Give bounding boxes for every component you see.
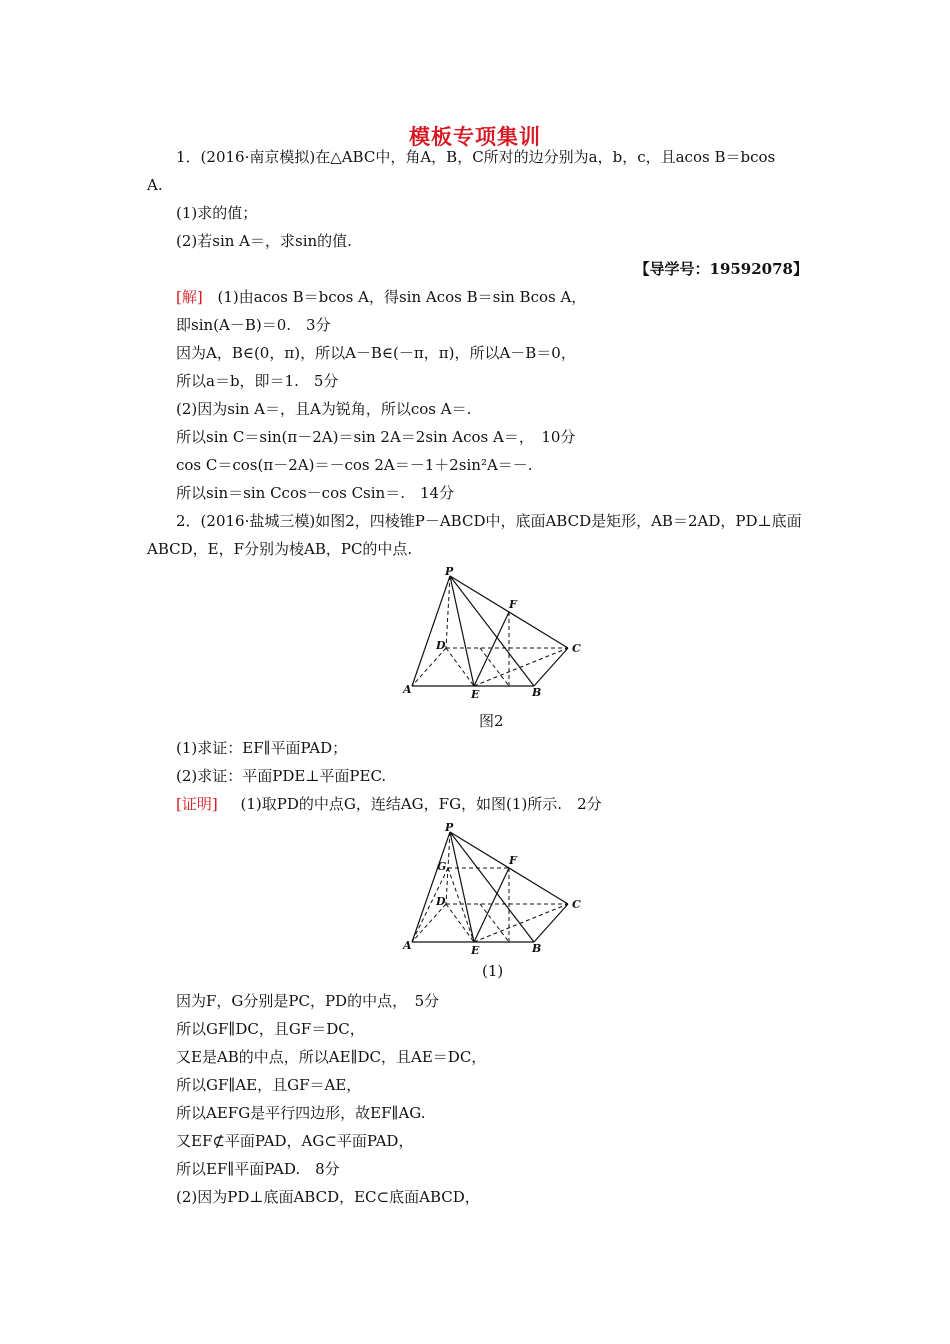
- figure-1-caption: (1): [482, 962, 504, 980]
- label-E: E: [471, 688, 480, 701]
- q1-solution-line5: (2)因为sin A＝，且A为锐角，所以cos A＝.: [176, 400, 472, 418]
- label-B: B: [532, 942, 542, 955]
- label-A: A: [403, 683, 412, 696]
- q1-solution-line8: 所以sin＝sin Ccos－cos Csin＝. 14分: [176, 484, 455, 502]
- q2-proof-line1: [176, 794, 602, 814]
- guide-number: 【导学号：19592078】: [634, 260, 808, 278]
- label-P: P: [445, 565, 454, 578]
- label-G: G: [437, 860, 447, 873]
- q2-proof-line4: 又E是AB的中点，所以AE∥DC，且AE＝DC，: [176, 1048, 487, 1066]
- q2-proof-line3: 所以GF∥DC，且GF＝DC，: [176, 1020, 365, 1038]
- q1-solution-line3: 因为A，B∈(0，π)，所以A－B∈(－π，π)，所以A－B＝0，: [176, 344, 576, 362]
- q2-proof-line9: (2)因为PD⊥底面ABCD，EC⊂底面ABCD，: [176, 1188, 480, 1206]
- label-F: F: [509, 598, 517, 611]
- label-D: D: [436, 895, 446, 908]
- figure-2-caption: 图2: [479, 712, 504, 730]
- q2-proof-line6: 所以AEFG是平行四边形，故EF∥AG.: [176, 1104, 426, 1122]
- q2-proof-line8: 所以EF∥平面PAD. 8分: [176, 1160, 340, 1178]
- q1-part2: (2)若sin A＝，求sin的值.: [176, 232, 352, 250]
- q1-stem-line1: 1．(2016·南京模拟)在△ABC中，角A，B，C所对的边分别为a，b，c，且acos B＝bcos: [176, 148, 776, 166]
- label-E: E: [471, 944, 480, 957]
- label-C: C: [572, 642, 581, 655]
- q2-stem-line1: 2．(2016·盐城三模)如图2，四棱锥P－ABCD中，底面ABCD是矩形，AB＝2AD，PD⊥底面: [176, 512, 802, 530]
- pyramid-figure-1: [395, 818, 595, 958]
- q1-solution-line6: 所以sin C＝sin(π－2A)＝sin 2A＝2sin Acos A＝， 10分: [176, 428, 576, 446]
- q1-stem-line2: A.: [147, 176, 163, 194]
- solution-text: (1)由acos B＝bcos A，得sin Acos B＝sin Bcos A，: [217, 288, 587, 306]
- label-F: F: [509, 854, 517, 867]
- q2-proof-line7: 又EF⊄平面PAD，AG⊂平面PAD，: [176, 1132, 414, 1150]
- q2-proof-line2: 因为F，G分别是PC，PD的中点， 5分: [176, 992, 440, 1010]
- label-A: A: [403, 939, 412, 952]
- q2-proof-line5: 所以GF∥AE，且GF＝AE，: [176, 1076, 362, 1094]
- solution-tag: [解]: [176, 288, 203, 306]
- q1-part1: (1)求的值；: [176, 204, 258, 222]
- label-P: P: [445, 821, 454, 834]
- proof-tag: [证明]: [176, 795, 218, 813]
- label-B: B: [532, 686, 542, 699]
- pyramid-figure-2: [395, 562, 595, 702]
- label-C: C: [572, 898, 581, 911]
- q1-solution-line7: cos C＝cos(π－2A)＝－cos 2A＝－1＋2sin²A＝－.: [176, 456, 533, 474]
- proof-text: (1)取PD的中点G，连结AG，FG，如图(1)所示. 2分: [240, 795, 602, 813]
- page-title: 模板专项集训: [409, 125, 541, 149]
- q2-stem-line2: ABCD，E，F分别为棱AB，PC的中点.: [147, 540, 413, 558]
- q2-part1: (1)求证：EF∥平面PAD；: [176, 739, 348, 757]
- q2-part2: (2)求证：平面PDE⊥平面PEC.: [176, 767, 387, 785]
- q1-solution-line2: 即sin(A－B)＝0. 3分: [176, 316, 331, 334]
- label-D: D: [436, 639, 446, 652]
- q1-solution-line4: 所以a＝b，即＝1. 5分: [176, 372, 339, 390]
- q1-solution-line1: [176, 287, 586, 307]
